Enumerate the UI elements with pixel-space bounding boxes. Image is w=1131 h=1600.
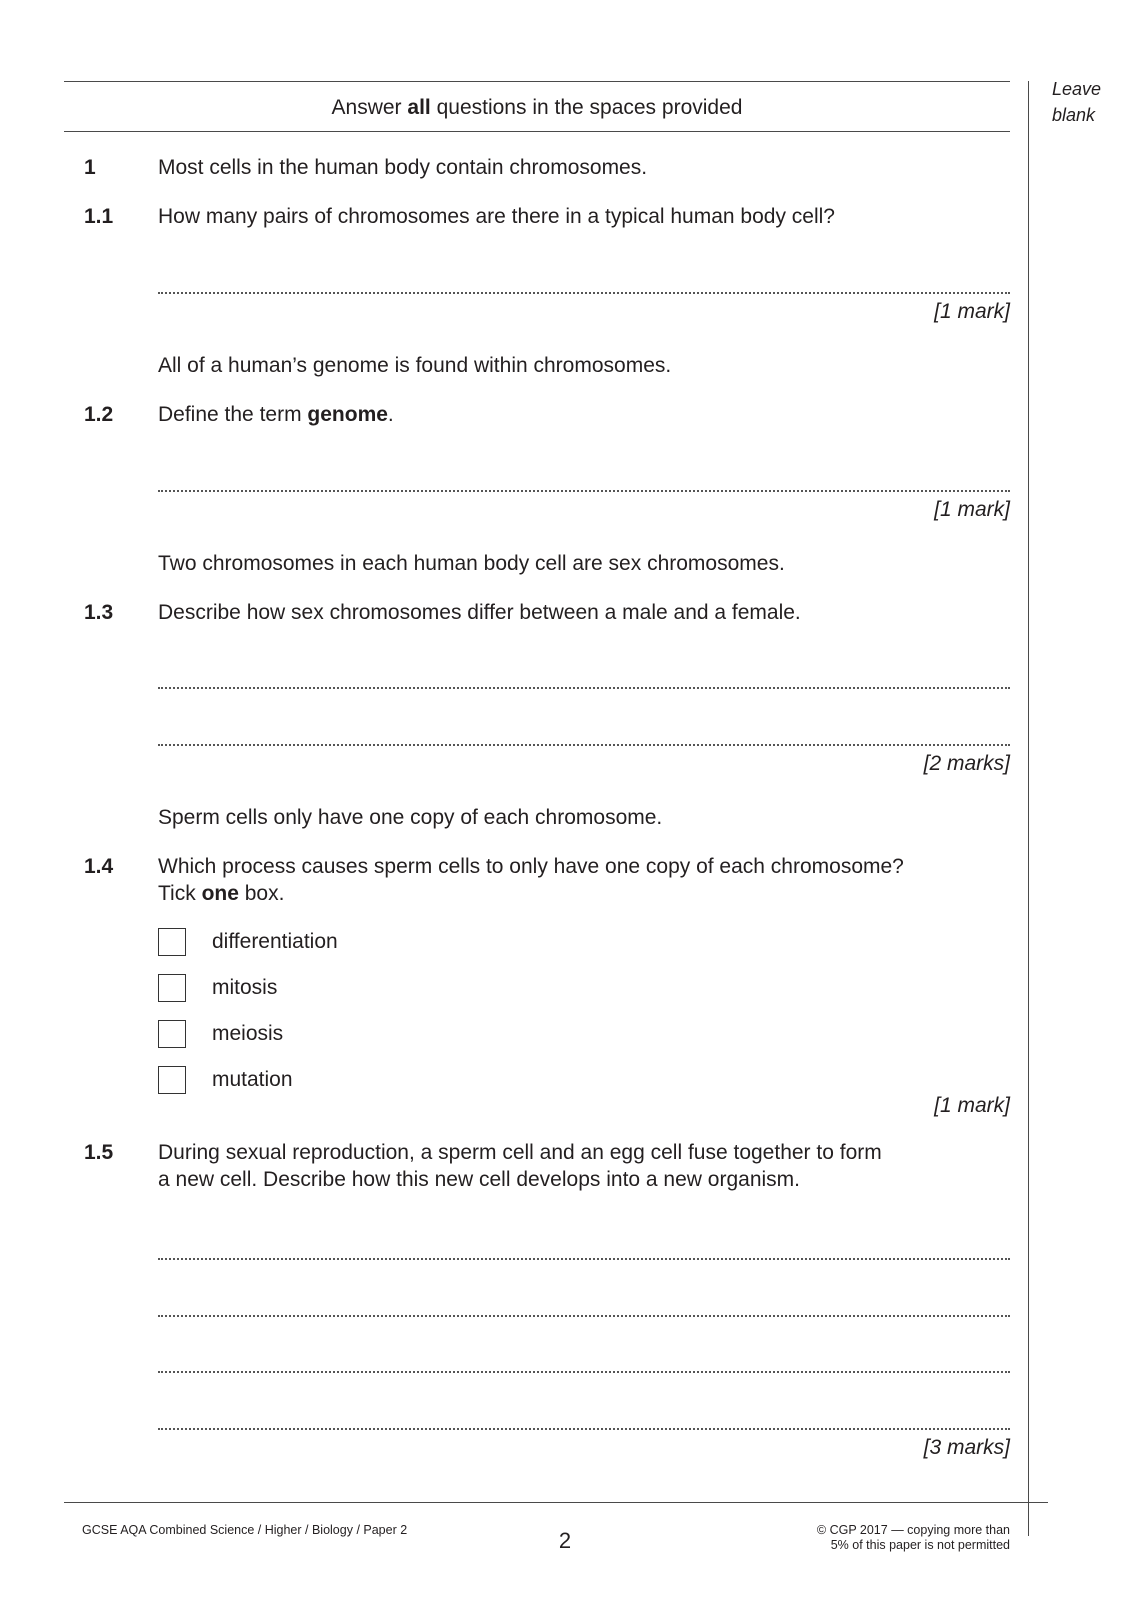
option-label-mutation: mutation bbox=[212, 1068, 293, 1091]
answer-line-1-3a[interactable] bbox=[158, 687, 1010, 689]
question-1-4-text: Which process causes sperm cells to only have one copy of each chromosome? bbox=[158, 855, 904, 878]
header-top-rule bbox=[64, 81, 1010, 82]
question-1-intro: Most cells in the human body contain chromosomes. bbox=[158, 156, 648, 179]
footer-course-title: GCSE AQA Combined Science / Higher / Biology / Paper 2 bbox=[82, 1523, 408, 1537]
option-label-mitosis: mitosis bbox=[212, 976, 278, 999]
marks-1-5: [3 marks] bbox=[923, 1436, 1010, 1459]
marks-1-4: [1 mark] bbox=[934, 1094, 1010, 1117]
question-number-1-2: 1.2 bbox=[84, 403, 114, 426]
answer-line-1-2[interactable] bbox=[158, 490, 1010, 492]
option-label-meiosis: meiosis bbox=[212, 1022, 284, 1045]
leave-blank-label: Leave blank bbox=[1052, 79, 1102, 125]
header-instruction: Answer all questions in the spaces provided bbox=[331, 96, 743, 119]
checkbox-mutation[interactable] bbox=[158, 1066, 186, 1094]
answer-line-1-5d[interactable] bbox=[158, 1428, 1010, 1430]
question-number-1-5: 1.5 bbox=[84, 1141, 114, 1164]
page-number: 2 bbox=[558, 1528, 572, 1553]
marks-1-1: [1 mark] bbox=[934, 300, 1010, 323]
question-1-1-text: How many pairs of chromosomes are there in a typical human body cell? bbox=[158, 205, 835, 228]
question-1-2-text: Define the term genome. bbox=[158, 403, 394, 426]
question-1-2-stem: All of a human’s genome is found within chromosomes. bbox=[158, 354, 672, 377]
question-1-4-stem: Sperm cells only have one copy of each chromosome. bbox=[158, 806, 663, 829]
answer-line-1-5b[interactable] bbox=[158, 1315, 1010, 1317]
answer-line-1-1[interactable] bbox=[158, 292, 1010, 294]
question-1-5-text: During sexual reproduction, a sperm cell and an egg cell fuse together to form a new cell. Describe how this new cell develops into a new organism. bbox=[158, 1141, 882, 1191]
marks-1-3: [2 marks] bbox=[923, 752, 1010, 775]
answer-line-1-5c[interactable] bbox=[158, 1371, 1010, 1373]
question-1-3-text: Describe how sex chromosomes differ between a male and a female. bbox=[158, 601, 801, 624]
checkbox-meiosis[interactable] bbox=[158, 1020, 186, 1048]
question-number-1-3: 1.3 bbox=[84, 601, 114, 624]
marks-1-2: [1 mark] bbox=[934, 498, 1010, 521]
margin-rule bbox=[1028, 81, 1029, 1536]
answer-line-1-3b[interactable] bbox=[158, 744, 1010, 746]
footer-copyright: © CGP 2017 — copying more than 5% of this paper is not permitted bbox=[816, 1523, 1010, 1552]
option-label-differentiation: differentiation bbox=[212, 930, 338, 953]
checkbox-mitosis[interactable] bbox=[158, 974, 186, 1002]
answer-line-1-5a[interactable] bbox=[158, 1258, 1010, 1260]
header-bottom-rule bbox=[64, 131, 1010, 132]
checkbox-differentiation[interactable] bbox=[158, 928, 186, 956]
footer-rule bbox=[64, 1502, 1048, 1503]
question-1-4-tick-instruction: Tick one box. bbox=[158, 882, 285, 905]
question-number-1: 1 bbox=[84, 156, 96, 179]
question-number-1-4: 1.4 bbox=[84, 855, 114, 878]
question-1-3-stem: Two chromosomes in each human body cell are sex chromosomes. bbox=[158, 552, 785, 575]
question-number-1-1: 1.1 bbox=[84, 205, 114, 228]
